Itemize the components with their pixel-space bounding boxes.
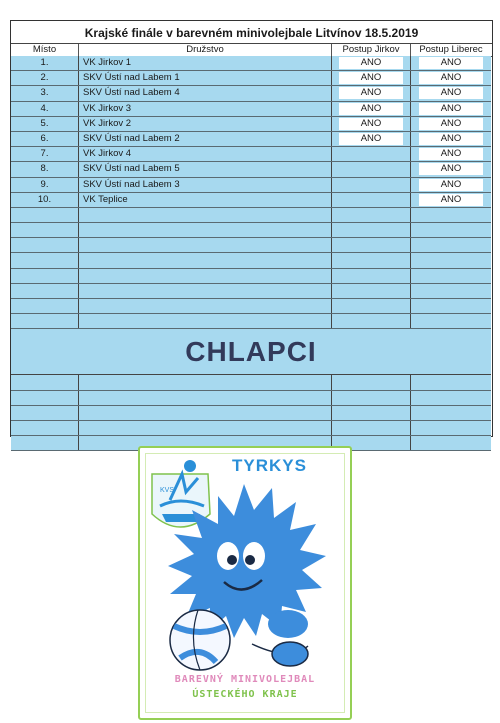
place-cell: 4. [11, 102, 79, 116]
tyrkys-poster [138, 446, 352, 720]
liberec-advance-value: ANO [419, 179, 483, 191]
tagline-line-1: BAREVNÝ MINIVOLEJBAL [174, 674, 316, 685]
team-cell: VK Jirkov 4 [79, 147, 332, 161]
jirkov-cell [332, 147, 411, 161]
empty-cell [79, 238, 332, 252]
empty-row [11, 391, 491, 406]
jirkov-advance-value: ANO [339, 103, 403, 115]
table-row [11, 117, 491, 132]
empty-cell [79, 314, 332, 328]
empty-row [11, 238, 491, 253]
tagline-line-2: ÚSTECKÉHO KRAJE [192, 689, 298, 700]
team-cell: VK Jirkov 3 [79, 102, 332, 116]
place-cell: 10. [11, 193, 79, 207]
empty-cell [11, 269, 79, 283]
empty-cell [79, 421, 332, 435]
logo-text: KVS [160, 487, 175, 494]
liberec-cell [411, 193, 491, 207]
jirkov-cell [332, 102, 411, 116]
empty-cell [332, 421, 411, 435]
liberec-cell [411, 71, 491, 85]
results-grid [11, 56, 491, 436]
empty-cell [79, 223, 332, 237]
jirkov-advance-value: ANO [339, 57, 403, 69]
empty-cell [411, 223, 491, 237]
header-liberec: Postup Liberec [419, 44, 483, 55]
team-cell: SKV Ústí nad Labem 5 [79, 162, 332, 176]
empty-cell [332, 299, 411, 313]
empty-cell [411, 314, 491, 328]
table-row [11, 178, 491, 193]
empty-cell [332, 391, 411, 405]
empty-cell [11, 208, 79, 222]
place-cell: 6. [11, 132, 79, 146]
jirkov-cell [332, 86, 411, 100]
empty-cell [332, 314, 411, 328]
team-cell: SKV Ústí nad Labem 1 [79, 71, 332, 85]
empty-cell [11, 299, 79, 313]
empty-cell [11, 406, 79, 420]
empty-row [11, 269, 491, 284]
liberec-cell [411, 178, 491, 192]
place-cell: 7. [11, 147, 79, 161]
empty-cell [332, 269, 411, 283]
liberec-advance-value: ANO [419, 103, 483, 115]
liberec-advance-value: ANO [419, 163, 483, 175]
empty-cell [79, 284, 332, 298]
header-place: Místo [11, 44, 79, 56]
jirkov-advance-value: ANO [339, 72, 403, 84]
jirkov-cell [332, 56, 411, 70]
team-cell: VK Teplice [79, 193, 332, 207]
liberec-advance-value: ANO [419, 148, 483, 160]
empty-cell [411, 391, 491, 405]
category-band [11, 329, 491, 375]
header-team: Družstvo [79, 44, 332, 56]
place-cell: 9. [11, 178, 79, 192]
empty-cell [79, 269, 332, 283]
empty-cell [332, 406, 411, 420]
empty-cell [411, 284, 491, 298]
empty-cell [79, 208, 332, 222]
empty-row [11, 299, 491, 314]
team-cell: SKV Ústí nad Labem 3 [79, 178, 332, 192]
empty-row [11, 314, 491, 329]
volleyball [170, 610, 230, 670]
empty-cell [11, 436, 79, 450]
place-cell: 8. [11, 162, 79, 176]
liberec-cell [411, 56, 491, 70]
empty-cell [411, 269, 491, 283]
empty-cell [411, 375, 491, 389]
place-cell: 5. [11, 117, 79, 131]
table-row [11, 86, 491, 101]
jirkov-cell [332, 162, 411, 176]
empty-row [11, 253, 491, 268]
empty-cell [11, 391, 79, 405]
place-cell: 3. [11, 86, 79, 100]
team-cell: SKV Ústí nad Labem 2 [79, 132, 332, 146]
liberec-advance-value: ANO [419, 72, 483, 84]
liberec-cell [411, 162, 491, 176]
empty-cell [11, 421, 79, 435]
empty-cell [411, 299, 491, 313]
empty-row [11, 208, 491, 223]
empty-cell [332, 223, 411, 237]
empty-row [11, 421, 491, 436]
empty-cell [411, 253, 491, 267]
jirkov-cell [332, 132, 411, 146]
team-cell: VK Jirkov 2 [79, 117, 332, 131]
empty-cell [332, 253, 411, 267]
liberec-advance-value: ANO [419, 57, 483, 69]
table-row [11, 147, 491, 162]
liberec-advance-value: ANO [419, 87, 483, 99]
jirkov-advance-value: ANO [339, 118, 403, 130]
jirkov-cell [332, 117, 411, 131]
table-row [11, 71, 491, 86]
liberec-cell [411, 86, 491, 100]
team-cell: SKV Ústí nad Labem 4 [79, 86, 332, 100]
table-row [11, 132, 491, 147]
empty-row [11, 406, 491, 421]
empty-cell [11, 314, 79, 328]
empty-cell [411, 406, 491, 420]
table-row [11, 56, 491, 71]
empty-cell [332, 238, 411, 252]
empty-cell [79, 375, 332, 389]
empty-cell [11, 238, 79, 252]
liberec-advance-value: ANO [419, 118, 483, 130]
brand-title: TYRKYS [232, 456, 307, 475]
category-label: CHLAPCI [185, 335, 317, 367]
results-sheet [10, 20, 493, 437]
place-cell: 1. [11, 56, 79, 70]
liberec-cell [411, 102, 491, 116]
empty-cell [79, 299, 332, 313]
table-row [11, 162, 491, 177]
empty-cell [411, 436, 491, 450]
empty-cell [79, 391, 332, 405]
liberec-cell [411, 117, 491, 131]
liberec-cell [411, 132, 491, 146]
liberec-advance-value: ANO [419, 194, 483, 206]
jirkov-advance-value: ANO [339, 133, 403, 145]
place-cell: 2. [11, 71, 79, 85]
liberec-cell [411, 147, 491, 161]
empty-row [11, 223, 491, 238]
empty-cell [11, 284, 79, 298]
empty-row [11, 375, 491, 390]
jirkov-cell [332, 193, 411, 207]
empty-cell [411, 238, 491, 252]
empty-row [11, 284, 491, 299]
liberec-advance-value: ANO [419, 133, 483, 145]
jirkov-cell [332, 71, 411, 85]
sheet-title: Krajské finále v barevném minivolejbale Litvínov 18.5.2019 [11, 21, 492, 44]
jirkov-advance-value: ANO [339, 87, 403, 99]
empty-cell [79, 406, 332, 420]
table-row [11, 102, 491, 117]
empty-cell [332, 284, 411, 298]
empty-cell [11, 253, 79, 267]
team-cell: VK Jirkov 1 [79, 56, 332, 70]
jirkov-cell [332, 178, 411, 192]
empty-cell [411, 208, 491, 222]
header-jirkov: Postup Jirkov [332, 44, 411, 56]
table-row [11, 193, 491, 208]
empty-cell [79, 253, 332, 267]
empty-cell [332, 375, 411, 389]
empty-cell [11, 375, 79, 389]
empty-cell [332, 208, 411, 222]
empty-cell [11, 223, 79, 237]
empty-cell [411, 421, 491, 435]
